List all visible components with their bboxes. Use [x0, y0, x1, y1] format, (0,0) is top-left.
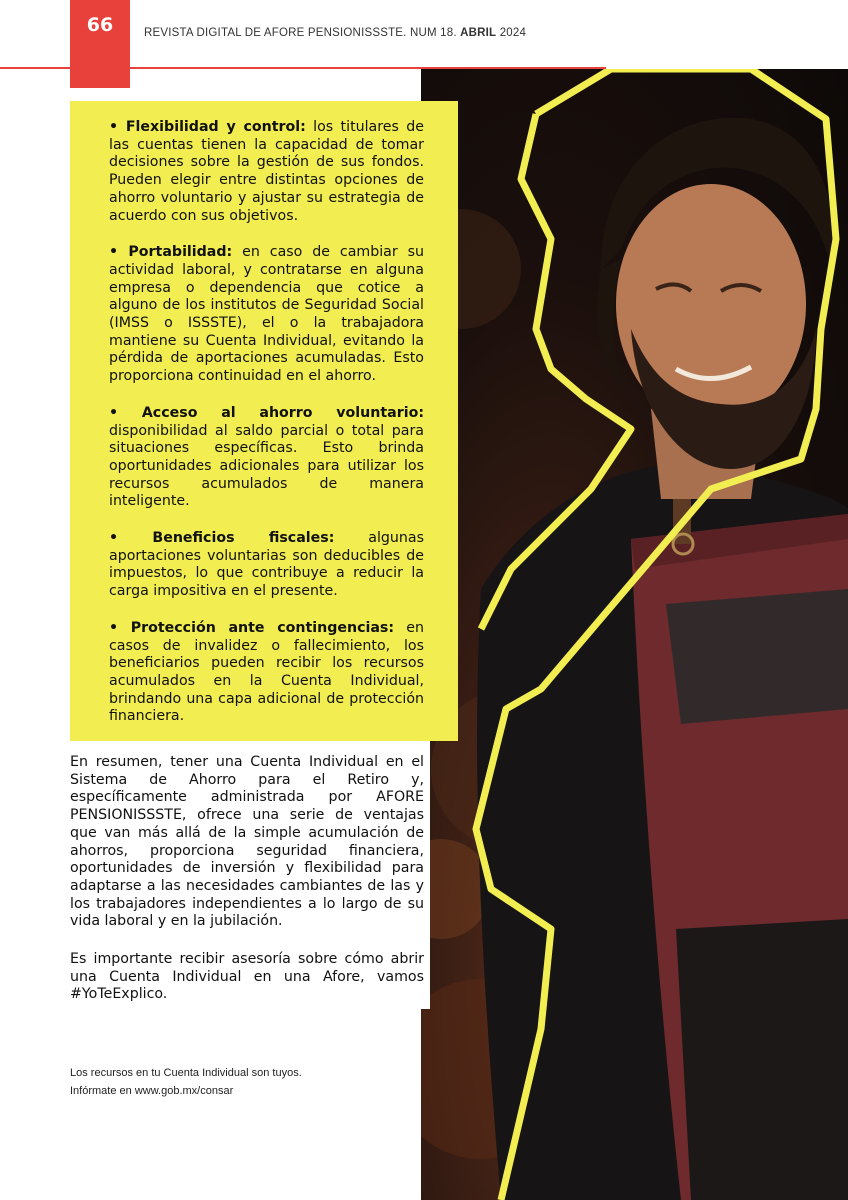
publication-year: 2024 [499, 27, 527, 39]
footer-link-line[interactable]: Infórmate en www.gob.mx/consar [70, 1085, 234, 1097]
benefit-text: algunas aportaciones voluntarias son deducibles de impuestos, lo que contribuye a reducir la carga impositiva en el presente. [109, 530, 424, 600]
article-body [70, 754, 424, 1024]
benefit-text: en casos de invalidez o fallecimiento, los beneficiarios pueden recibir los recursos acumulados en la Cuenta Individual, brindando una capa adicional de protección financiera. [109, 619, 424, 725]
benefit-item [109, 244, 424, 386]
benefit-title: • Protección ante contingencias: [109, 619, 395, 636]
closing-paragraph: Es importante recibir asesoría sobre cómo abrir una Cuenta Individual en una Afore, vamos #YoTeExplico. [70, 951, 424, 1003]
benefit-text: en caso de cambiar su actividad laboral, y contratarse en alguna empresa o dependencia que cotice a alguno de los institutos de Seguridad Social (IMSS o ISSSTE), el o la trabajadora mantiene su Cuenta Individual, evitando la pérdida de aportaciones acumuladas. Esto proporciona continuidad en el ahorro. [109, 244, 424, 385]
benefits-box [70, 101, 458, 741]
benefit-title: • Beneficios fiscales: [109, 530, 335, 547]
publication-month: ABRIL [460, 27, 497, 39]
publication-header [144, 27, 526, 39]
publication-title: REVISTA DIGITAL DE AFORE PENSIONISSSTE. NUM 18. [144, 27, 457, 39]
benefit-text: los titulares de las cuentas tienen la capacidad de tomar decisiones sobre la gestión de sus fondos. Pueden elegir entre distintas opciones de ahorro voluntario y ajustar su estrategia de acuerdo con sus objetivos. [109, 119, 424, 224]
footer [70, 1064, 302, 1100]
benefit-title: • Acceso al ahorro voluntario: [109, 404, 424, 421]
benefit-item [109, 119, 424, 225]
barista-photo [421, 69, 848, 1200]
summary-paragraph: En resumen, tener una Cuenta Individual en el Sistema de Ahorro para el Retiro y, específicamente administrada por AFORE PENSIONISSSTE, ofrece una serie de ventajas que van más allá de la simple acumulación de ahorros, proporciona seguridad financiera, oportunidades de inversión y flexibilidad para adaptarse a las necesidades cambiantes de las y los trabajadores independientes a lo largo de su vida laboral y en la jubilación. [70, 754, 424, 930]
benefit-item [109, 405, 424, 511]
smiling-barista-photo-icon [421, 69, 848, 1200]
benefit-title: • Flexibilidad y control: [109, 119, 306, 135]
benefit-item [109, 620, 424, 726]
benefit-item [109, 530, 424, 601]
benefit-text: disponibilidad al saldo parcial o total para situaciones específicas. Esto brinda oportunidades adicionales para utilizar los recursos acumulados de manera inteligente. [109, 422, 424, 510]
footer-line-1: Los recursos en tu Cuenta Individual son tuyos. [70, 1067, 302, 1079]
page-number: 66 [70, 0, 130, 88]
benefit-title: • Portabilidad: [109, 244, 233, 261]
